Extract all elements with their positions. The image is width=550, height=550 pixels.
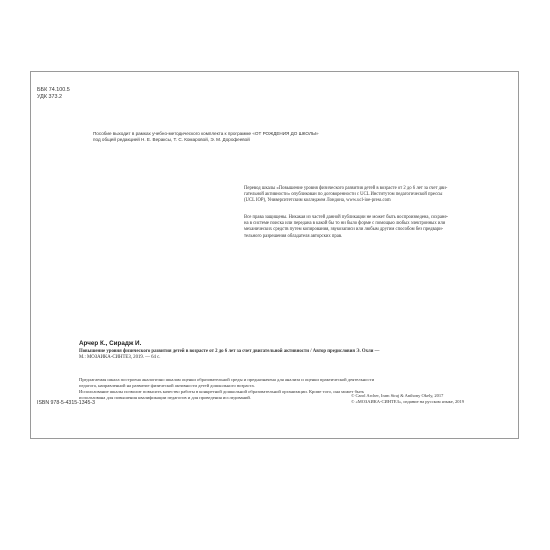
rights-note-line: на в системе поиска или передана в какой бы то ни было форме с помощью любых электронных или (244, 221, 446, 227)
rights-note-line: тельного разрешения обладателя авторских прав. (244, 233, 343, 239)
translation-note-line: (UCL IOP), Университетским колледжем Лондона, www.ucl-ioe-press.com (244, 198, 391, 204)
abstract-line: использована для повышения квалификации педагогов и для проведения исследований. (79, 395, 252, 401)
bbk-code: ББК 74.100.5 (37, 87, 70, 93)
abstract-line: Использование шкалы позволит повысить качество работы в конкретной дошкольной образовательной организации. Кроме того, она может быть (79, 389, 365, 395)
copyright-notice (351, 393, 464, 405)
copyright-line: © «МОЗАИКА-СИНТЕЗ», издание на русском языке, 2019 (351, 399, 464, 404)
series-note-line: под общей редакцией Н. Е. Вераксы, Т. С. Комаровой, Э. М. Дорофеевой (93, 137, 250, 142)
series-note (93, 131, 473, 143)
rights-note-line: Все права защищены. Никакая из частей данной публикации не может быть воспроизведена, сохране- (244, 215, 449, 220)
copyright-line: © Carol Archer, Iram Siraj & Anthony Okely, 2017 (351, 393, 444, 398)
translation-note-line: гательной активности» опубликован по договоренности с UCL Институтом педагогической прессы (244, 192, 443, 198)
udk-code: УДК 373.2 (37, 94, 62, 100)
imprint: М.: МОЗАИКА-СИНТЕЗ, 2019. — 64 с. (79, 355, 161, 361)
rights-note (244, 215, 516, 240)
isbn: ISBN 978-5-4315-1345-3 (37, 400, 95, 406)
classification-codes (37, 87, 70, 101)
page-sheet (30, 71, 519, 439)
rights-note-line: механических средств путем копирования, звукозаписи или любым другим способом без предвари- (244, 227, 444, 233)
abstract-line: Предлагаемая шкала построена аналогично шкалам оценки образовательной среды и предназначена для анализа и оценки практической деятельности (79, 377, 375, 382)
series-note-line: Пособие выходит в рамках учебно-методического комплекта к программе «ОТ РОЖДЕНИЯ ДО ШКОЛЫ» (93, 131, 319, 136)
book-title: Повышение уровня физического развития детей в возрасте от 2 до 6 лет за счет двигательной активности / Автор предисловия Э. Охли — (79, 349, 380, 354)
abstract-line: педагога, направленной на развитие физической активности детей дошкольного возраста. (79, 383, 255, 389)
translation-note-line: Перевод шкалы «Повышение уровня физического развития детей в возрасте от 2 до 6 лет за счет дви- (244, 186, 448, 191)
authors: Арчер К., Сирадж И. (79, 340, 142, 347)
translation-note (244, 186, 516, 205)
bibliographic-record (79, 349, 519, 362)
